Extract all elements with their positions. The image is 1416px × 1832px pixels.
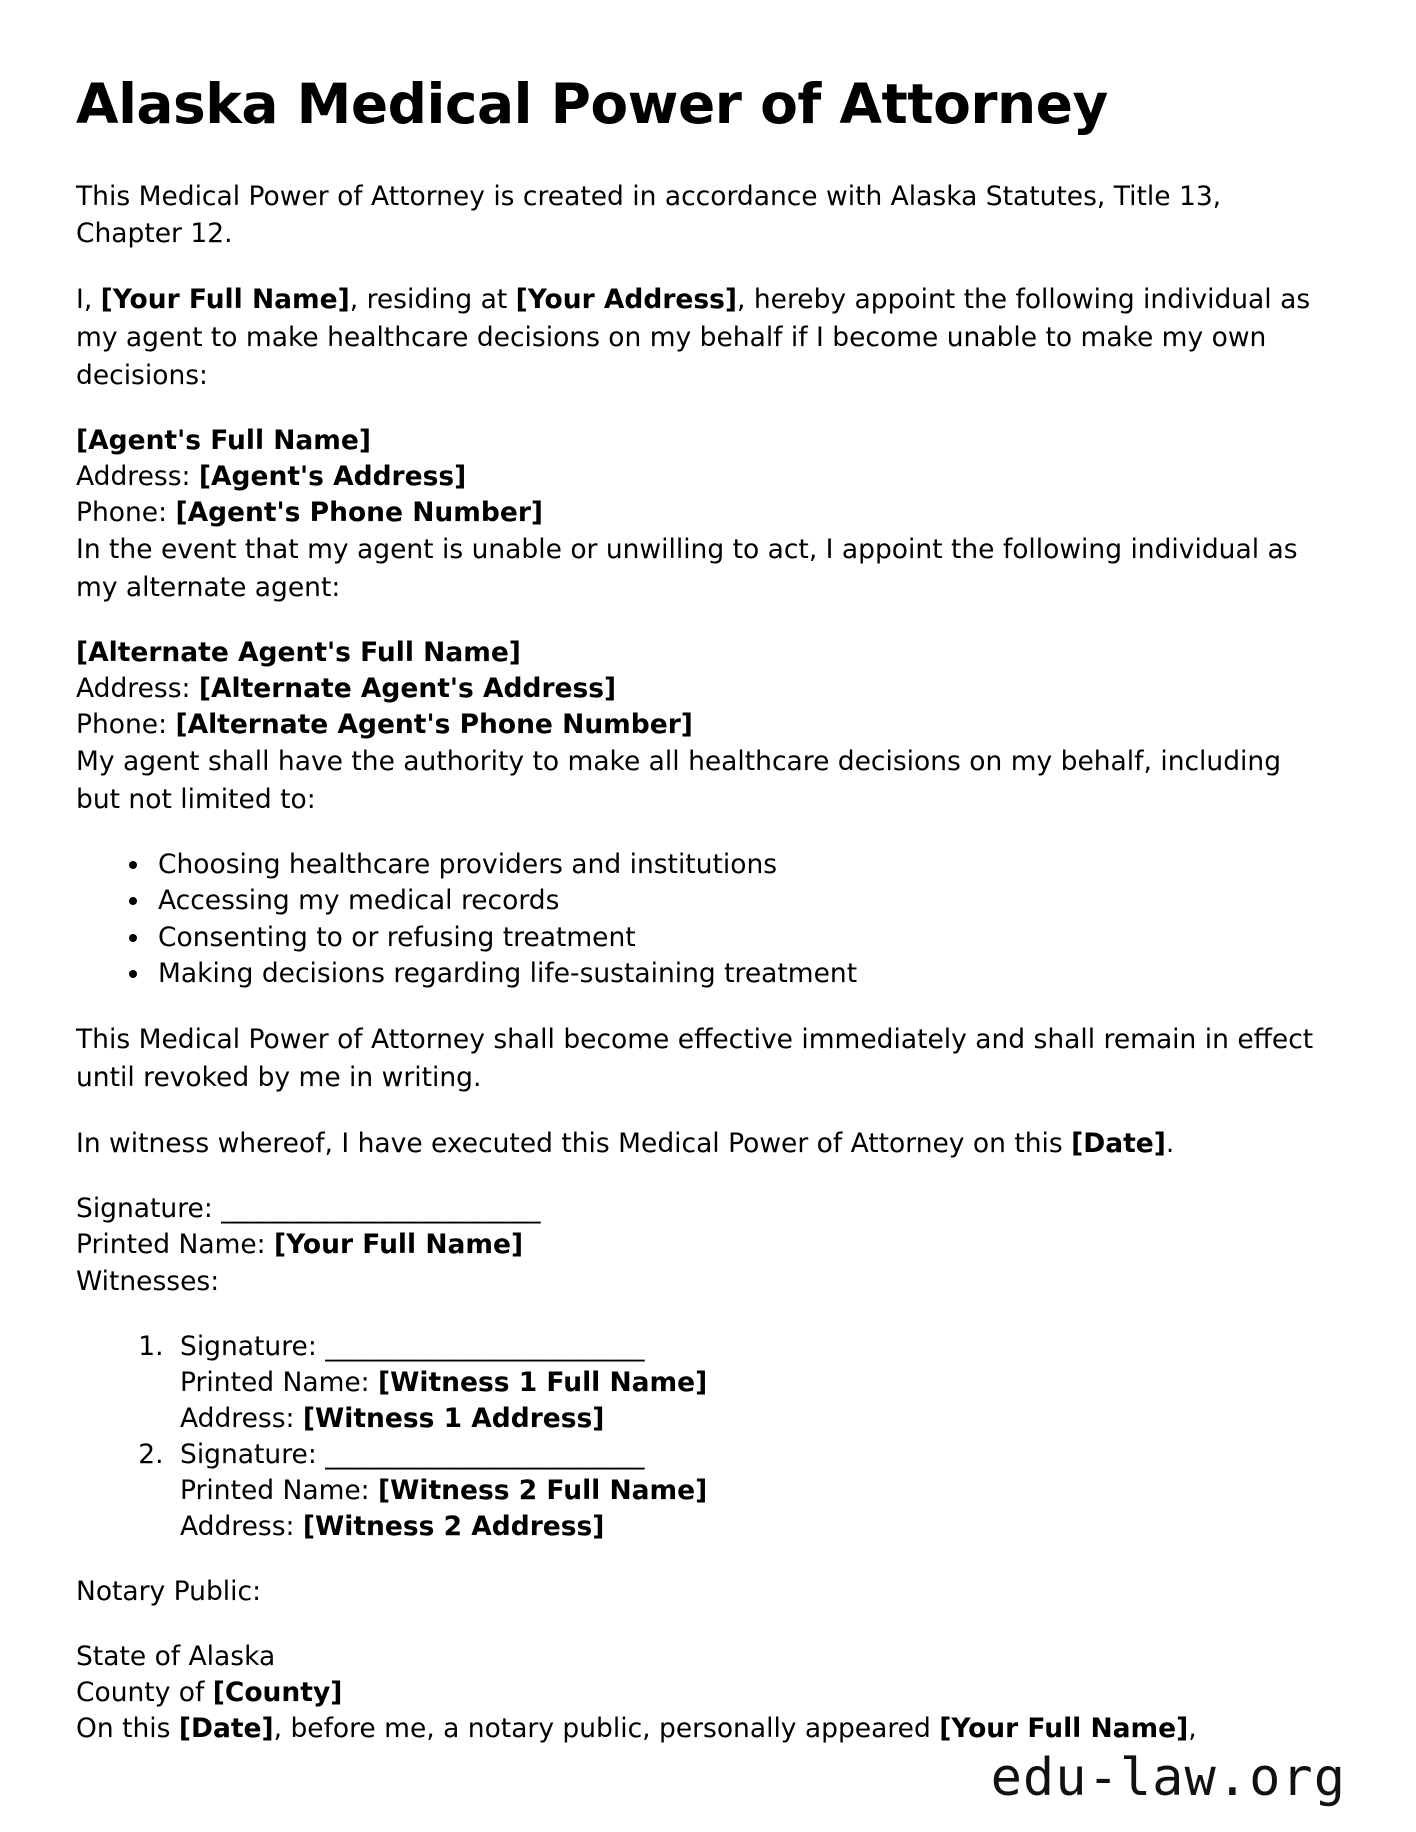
witness-signature-label: Signature: xyxy=(180,1438,326,1470)
effectiveness-paragraph: This Medical Power of Attorney shall become effective immediately and shall remain in effect until revoked by me in writing. xyxy=(76,1024,1314,1093)
agent-address-line xyxy=(76,459,1338,495)
alternate-agent-intro: In the event that my agent is unable or unwilling to act, I appoint the following individual as my alternate agent: xyxy=(76,534,1298,604)
appointment-lead: I, xyxy=(76,284,101,316)
agent-phone-label: Phone: xyxy=(76,497,176,529)
witness-printed-name-line xyxy=(180,1365,1338,1401)
agent-address-label: Address: xyxy=(76,461,199,493)
notary-block xyxy=(76,1639,1338,1747)
witness-signature-rule: _________________________ xyxy=(325,1438,644,1470)
alternate-agent-name-line xyxy=(76,635,1338,671)
printed-name-label: Printed Name: xyxy=(76,1228,275,1260)
alternate-agent-name-placeholder: [Alternate Agent's Full Name] xyxy=(76,636,521,668)
alternate-agent-phone-placeholder: [Alternate Agent's Phone Number] xyxy=(175,708,693,740)
list-item: • Accessing my medical records xyxy=(152,883,1338,920)
execution-tail: . xyxy=(1165,1127,1175,1159)
notary-date-placeholder: [Date] xyxy=(178,1712,274,1744)
authority-intro-paragraph: My agent shall have the authority to make all healthcare decisions on my behalf, including but not limited to: xyxy=(76,746,1282,815)
witness-signature-rule: _________________________ xyxy=(325,1330,644,1362)
list-item xyxy=(172,1437,1338,1545)
list-item: • Choosing healthcare providers and institutions xyxy=(152,847,1338,884)
notary-on-this-mid: , before me, a notary public, personally appeared xyxy=(273,1712,940,1744)
site-watermark: edu-law.org xyxy=(990,1748,1346,1808)
witness-signature-label: Signature: xyxy=(180,1330,326,1362)
alternate-agent-phone-label: Phone: xyxy=(76,708,176,740)
agent-address-placeholder: [Agent's Address] xyxy=(198,461,467,493)
execution-paragraph xyxy=(76,1125,1321,1163)
notary-county-line xyxy=(76,1675,1338,1711)
witness-address-line xyxy=(180,1401,1338,1437)
witness-printed-name-placeholder: [Witness 1 Full Name] xyxy=(378,1366,708,1398)
notary-on-this-lead: On this xyxy=(76,1712,179,1744)
witness-printed-name-label: Printed Name: xyxy=(180,1474,379,1506)
signature-label: Signature: xyxy=(76,1192,222,1224)
witness-address-placeholder: [Witness 1 Address] xyxy=(302,1402,605,1434)
appointment-tail: , hereby appoint the following individual as my agent to make healthcare decisions on my behalf if I become unable to make my own decisions: xyxy=(76,284,1311,392)
principal-name-placeholder: [Your Full Name] xyxy=(100,284,350,316)
agent-name-line xyxy=(76,423,1338,459)
printed-name-placeholder: [Your Full Name] xyxy=(274,1228,524,1260)
signature-rule: _________________________ xyxy=(221,1192,540,1224)
principal-address-placeholder: [Your Address] xyxy=(515,284,738,316)
list-item: • Making decisions regarding life-sustaining treatment xyxy=(152,956,1338,993)
appointment-mid: , residing at xyxy=(349,284,516,316)
signature-line xyxy=(76,1191,1338,1227)
witness-printed-name-placeholder: [Witness 2 Full Name] xyxy=(378,1474,708,1506)
notary-principal-name-placeholder: [Your Full Name] xyxy=(939,1712,1189,1744)
agent-block xyxy=(76,423,1338,531)
execution-date-placeholder: [Date] xyxy=(1071,1127,1166,1159)
alternate-agent-address-label: Address: xyxy=(76,672,199,704)
notary-on-this-tail: , xyxy=(1188,1712,1197,1744)
agent-name-placeholder: [Agent's Full Name] xyxy=(76,425,372,457)
notary-state-line: State of Alaska xyxy=(76,1640,276,1672)
witness-address-line xyxy=(180,1509,1338,1545)
list-item xyxy=(172,1329,1338,1437)
alternate-agent-address-placeholder: [Alternate Agent's Address] xyxy=(198,672,617,704)
witnesses-heading: Witnesses: xyxy=(76,1265,220,1297)
witness-signature-line xyxy=(180,1437,1338,1473)
alternate-agent-phone-line xyxy=(76,707,1338,743)
notary-county-placeholder: [County] xyxy=(212,1676,343,1708)
list-item: • Consenting to or refusing treatment xyxy=(152,920,1338,957)
notary-acknowledgment-line xyxy=(76,1711,1338,1747)
alternate-agent-address-line xyxy=(76,671,1338,707)
notary-heading: Notary Public: xyxy=(76,1575,262,1607)
witness-address-label: Address: xyxy=(180,1510,303,1542)
printed-name-line xyxy=(76,1227,1338,1263)
alternate-agent-block xyxy=(76,635,1338,743)
witness-list xyxy=(76,1329,1338,1545)
witness-signature-line xyxy=(180,1329,1338,1365)
agent-phone-placeholder: [Agent's Phone Number] xyxy=(175,497,543,529)
intro-paragraph: This Medical Power of Attorney is created in accordance with Alaska Statutes, Title 13, Chapter 12. xyxy=(76,180,1222,250)
authority-list xyxy=(76,847,1338,993)
appointment-paragraph xyxy=(76,281,1321,395)
execution-lead: In witness whereof, I have executed this Medical Power of Attorney on this xyxy=(76,1127,1072,1159)
notary-county-label: County of xyxy=(76,1676,213,1708)
witness-address-label: Address: xyxy=(180,1402,303,1434)
page-title: Alaska Medical Power of Attorney xyxy=(76,72,1108,136)
signature-block xyxy=(76,1191,1338,1263)
witness-printed-name-line xyxy=(180,1473,1338,1509)
witness-address-placeholder: [Witness 2 Address] xyxy=(302,1510,605,1542)
agent-phone-line xyxy=(76,495,1338,531)
witness-printed-name-label: Printed Name: xyxy=(180,1366,379,1398)
